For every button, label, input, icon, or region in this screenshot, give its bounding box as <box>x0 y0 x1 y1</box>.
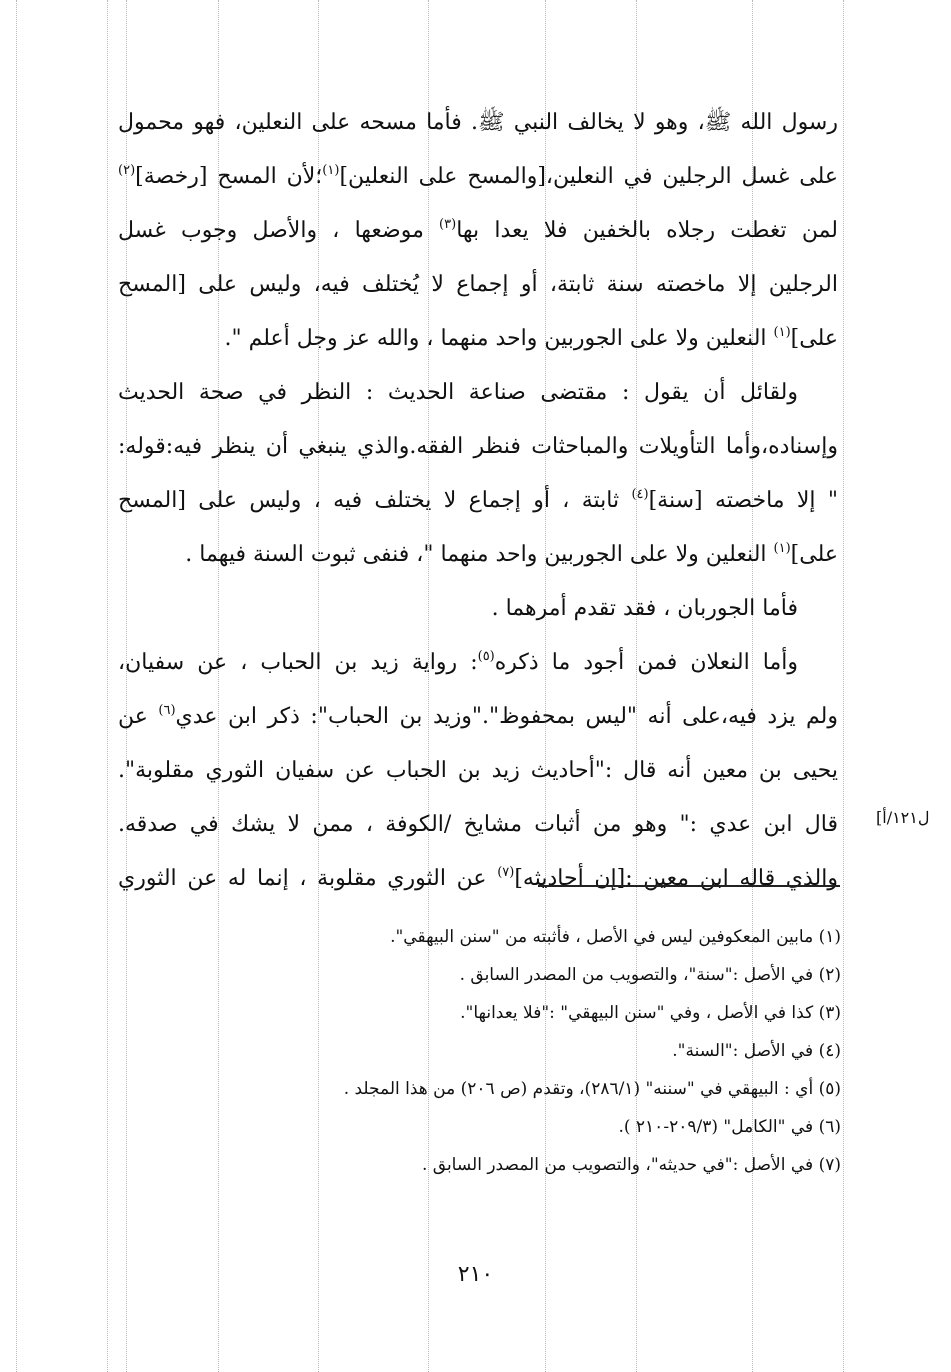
text-line: والذي قاله ابن معين :[إن أحاديثه]$^{(٧)}$ عن الثوري مقلوبة ، إنما له عن الثوري <box>118 865 838 891</box>
text-line: وإسناده،وأما التأويلات والمباحثات فنظر الفقه.والذي ينبغي أن ينظر فيه:قوله: <box>118 434 838 459</box>
footnote: (٧) في الأصل :"في حديثه"، والتصويب من المصدر السابق . <box>421 1155 841 1175</box>
footnote-marker: (١) <box>773 325 791 340</box>
scan-guide-line <box>107 0 108 1372</box>
text-line: ولقائل أن يقول : مقتضى صناعة الحديث : النظر في صحة الحديث <box>118 380 798 405</box>
text-line: ولم يزد فيه،على أنه "ليس بمحفوظ"."وزيد بن الحباب": ذكر ابن عدي$^{(٦)}$ عن <box>118 703 838 729</box>
text-line: على غسل الرجلين في النعلين،[والمسح على النعلين]$^{(١)}$؛لأن المسح [رخصة]$^{(٢)}$ <box>118 163 838 189</box>
footnote: (٣) كذا في الأصل ، وفي "سنن البيهقي" :"فلا يعدانها". <box>460 1003 841 1023</box>
footnote: (١) مابين المعكوفين ليس في الأصل ، فأثبته من "سنن البيهقي". <box>390 927 841 947</box>
footnote-marker: (١) <box>322 163 340 178</box>
footnote: (٦) في "الكامل" (٢٠٩/٣-٢١٠ ). <box>618 1117 841 1137</box>
document-page <box>118 96 838 906</box>
scan-guide-line <box>16 0 17 1372</box>
footnote-marker: (٢) <box>118 163 136 178</box>
manuscript-folio-note: ل١٢١/أ] <box>876 808 930 827</box>
footnote-marker: (٣) <box>439 217 457 232</box>
page-number: ٢١٠ <box>457 1262 494 1287</box>
scan-guide-line <box>843 0 844 1372</box>
footnote: (٥) أي : البيهقي في "سننه" (٢٨٦/١)، وتقدم (ص ٢٠٦) من هذا المجلد . <box>343 1079 841 1099</box>
footnote-marker: (٤) <box>631 487 649 502</box>
footnote-marker: (٦) <box>158 703 176 718</box>
text-line: رسول الله ﷺ، وهو لا يخالف النبي ﷺ. فأما مسحه على النعلين، فهو محمول <box>118 110 838 135</box>
text-line: على]$^{(١)}$ النعلين ولا على الجوربين واحد منهما ، والله عز وجل أعلم ". <box>224 325 838 351</box>
footnote: (٤) في الأصل :"السنة". <box>672 1041 841 1061</box>
text-line: على]$^{(١)}$ النعلين ولا على الجوربين واحد منهما "، فنفى ثبوت السنة فيهما . <box>185 541 838 567</box>
text-line: فأما الجوربان ، فقد تقدم أمرهما . <box>491 596 798 621</box>
text-line: وأما النعلان فمن أجود ما ذكره$^{(٥)}$: رواية زيد بن الحباب ، عن سفيان، <box>118 649 798 675</box>
footnote: (٢) في الأصل :"سنة"، والتصويب من المصدر السابق . <box>459 965 841 985</box>
footnote-marker: (٧) <box>497 865 515 880</box>
main-text <box>118 96 838 906</box>
text-line: لمن تغطت رجلاه بالخفين فلا يعدا بها$^{(٣)}$ موضعها ، والأصل وجوب غسل <box>118 217 838 243</box>
footnotes <box>121 918 841 1184</box>
text-line: قال ابن عدي :" وهو من أثبات مشايخ /الكوفة ، ممن لا يشك في صدقه. <box>118 812 838 837</box>
text-line: الرجلين إلا ماخصته سنة ثابتة، أو إجماع لا يُختلف فيه، وليس على [المسح <box>118 272 838 297</box>
footnote-separator <box>538 885 840 887</box>
footnote-marker: (١) <box>773 541 791 556</box>
text-line: " إلا ماخصته [سنة]$^{(٤)}$ ثابتة ، أو إجماع لا يختلف فيه ، وليس على [المسح <box>118 487 838 513</box>
footnote-marker: (٥) <box>477 649 495 664</box>
text-line: يحيى بن معين أنه قال :"أحاديث زيد بن الحباب عن سفيان الثوري مقلوبة". <box>118 758 838 783</box>
